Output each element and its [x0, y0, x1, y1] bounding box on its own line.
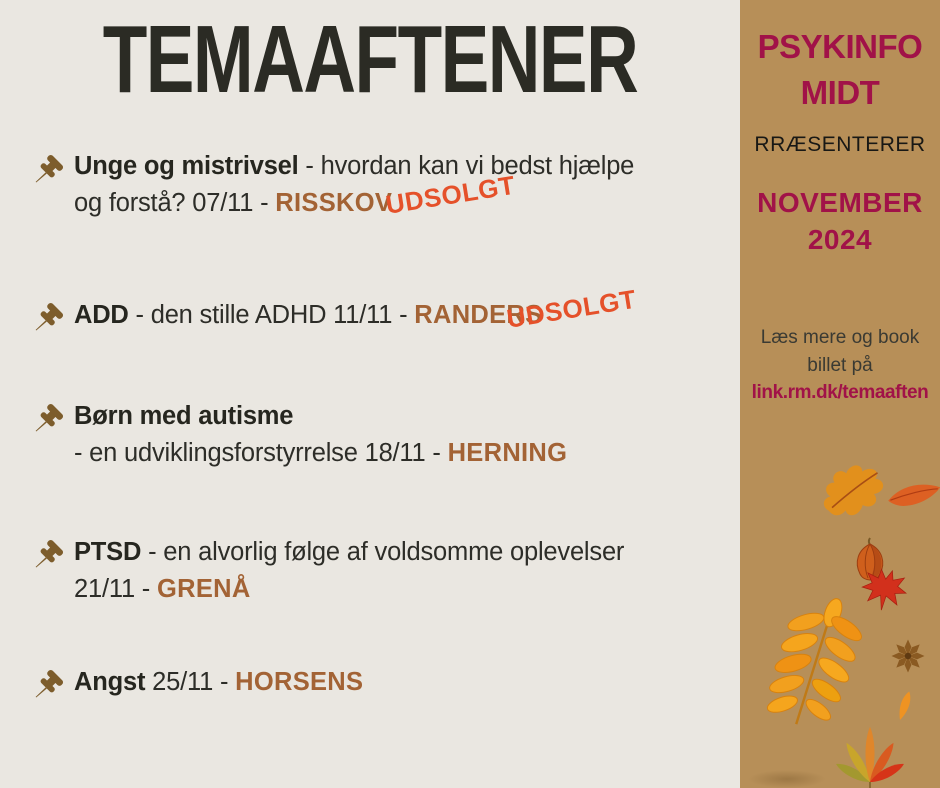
pushpin-icon: [25, 536, 67, 578]
event-description: - en alvorlig følge af voldsomme oplevelser: [141, 538, 625, 566]
pushpin-icon: [25, 666, 67, 708]
autumn-leaf-icon: [810, 682, 925, 788]
leaf-shadow: [748, 770, 826, 788]
event-date: 21/11 -: [74, 575, 157, 603]
sidebar: [740, 0, 940, 788]
event-city: GRENÅ: [156, 575, 251, 603]
event-title: Børn med autisme: [74, 402, 294, 430]
org-name-line1: PSYKINFO: [757, 28, 923, 65]
event-city: HERNING: [447, 439, 568, 467]
event-description: - den stille ADHD 11/11 -: [128, 301, 415, 329]
presents-label: RRÆSENTERER: [754, 133, 926, 156]
pushpin-icon: [25, 151, 67, 193]
event-description: - hvordan kan vi bedst hjælpe: [298, 152, 635, 180]
poster-title: TEMAAFTENER: [102, 6, 638, 113]
event-city: RISSKOV: [275, 189, 393, 217]
star-anise-icon: [890, 638, 926, 674]
pushpin-icon: [25, 400, 67, 442]
small-leaf-icon: [885, 473, 940, 517]
month-line2: 2024: [807, 224, 873, 255]
event-title: PTSD: [74, 538, 142, 566]
cta-line2: billet på: [807, 355, 873, 376]
oak-leaf-icon: [811, 452, 897, 529]
event-title: Unge og mistrivsel: [74, 152, 299, 180]
cta-line1: Læs mere og book: [760, 327, 920, 348]
event-date: og forstå? 07/11 -: [74, 189, 276, 217]
soldout-badge: UDSOLGT: [383, 169, 518, 220]
org-name: [740, 24, 940, 116]
event-item-ptsd: [74, 534, 714, 608]
event-item-angst: [74, 664, 714, 701]
event-title: Angst: [74, 668, 146, 696]
month-label: [740, 184, 940, 258]
month-line1: NOVEMBER: [757, 187, 923, 218]
org-name-line2: MIDT: [800, 74, 880, 111]
pushpin-icon: [25, 299, 67, 341]
soldout-badge: UDSOLGT: [504, 283, 639, 334]
cta-text: [740, 324, 940, 380]
booking-link[interactable]: link.rm.dk/temaaften: [751, 382, 929, 403]
event-item-born-med-autisme: [74, 398, 714, 472]
event-title: ADD: [74, 301, 129, 329]
event-city: HORSENS: [235, 668, 364, 696]
event-date: 25/11 -: [145, 668, 236, 696]
event-date: - en udviklingsforstyrrelse 18/11 -: [74, 439, 448, 467]
event-city: RANDERS: [414, 301, 543, 329]
